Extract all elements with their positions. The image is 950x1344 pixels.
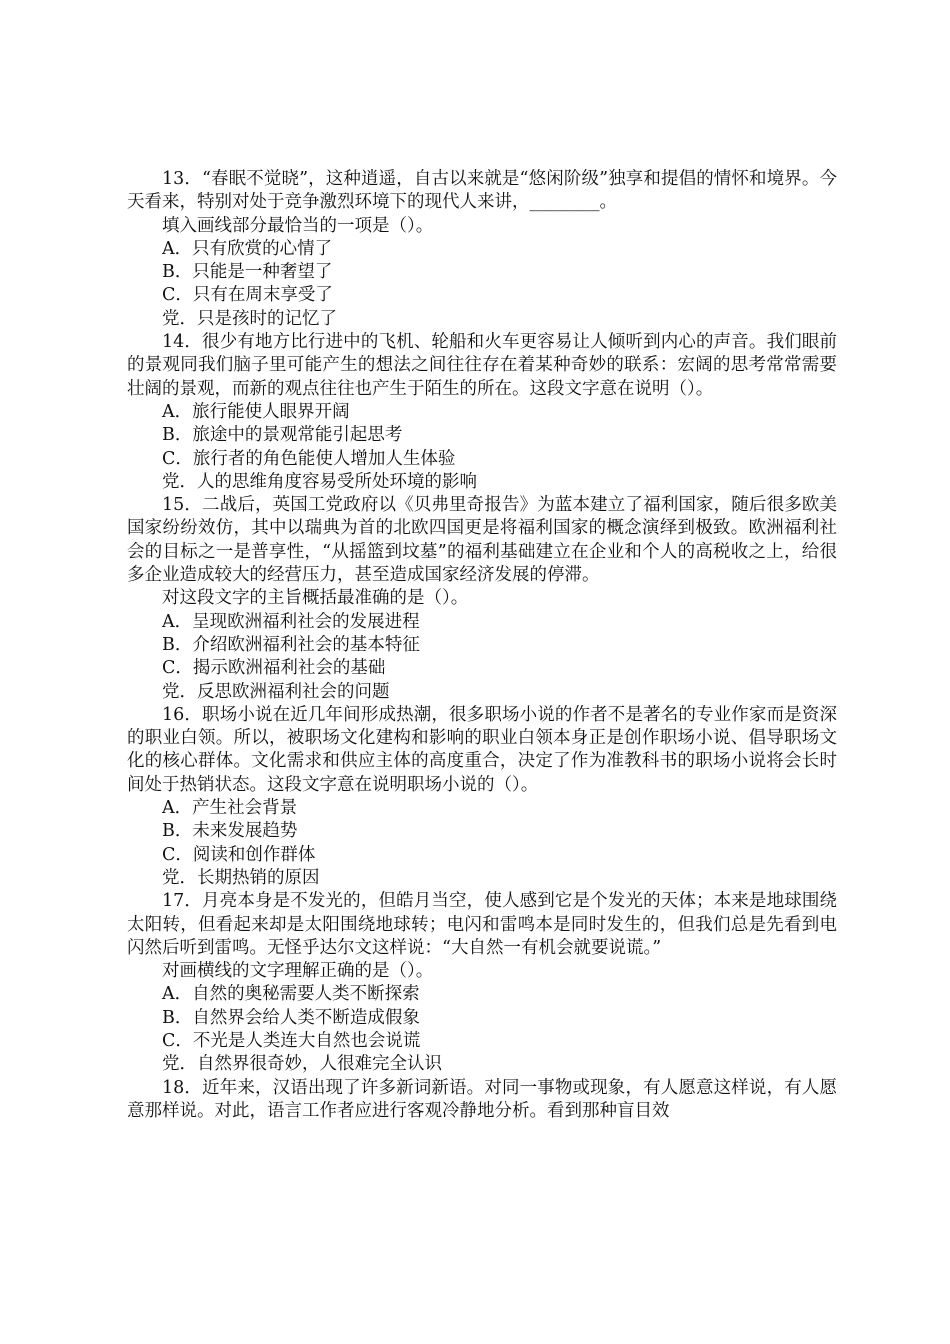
option-b: B．自然界会给人类不断造成假象 xyxy=(162,1007,420,1028)
option-d: 党．只是孩时的记忆了 xyxy=(162,308,337,329)
option-a: A．呈现欧洲福利社会的发展进程 xyxy=(162,611,420,632)
question-prompt: 对画横线的文字理解正确的是（）。 xyxy=(162,961,434,982)
question-18 xyxy=(127,1077,837,1124)
option-c: C．不光是人类连大自然也会说谎 xyxy=(162,1030,421,1051)
option-c: C．阅读和创作群体 xyxy=(162,844,316,865)
question-17 xyxy=(127,890,837,1076)
question-stem: 16．职场小说在近几年间形成热潮，很多职场小说的作者不是著名的专业作家而是资深的职业白领。所以，被职场文化建构和影响的职业白领本身正是创作职场小说、倡导职场文化的核心群体。文化需求和供应主体的高度重合，决定了作为准教科书的职场小说将会长时间处于热销状态。这段文字意在说明职场小说的（）。 xyxy=(127,704,837,795)
option-c: C．旅行者的角色能使人增加人生体验 xyxy=(162,448,456,469)
option-c: C．只有在周末享受了 xyxy=(162,285,333,306)
question-16 xyxy=(127,704,837,890)
option-c: C．揭示欧洲福利社会的基础 xyxy=(162,658,386,679)
question-15 xyxy=(127,494,837,704)
question-14 xyxy=(127,331,837,494)
option-a: A．只有欣赏的心情了 xyxy=(162,238,333,259)
option-a: A．旅行能使人眼界开阔 xyxy=(162,401,350,422)
question-13 xyxy=(127,168,837,331)
option-d: 党．反思欧洲福利社会的问题 xyxy=(162,681,390,702)
option-b: B．只能是一种奢望了 xyxy=(162,262,333,283)
option-b: B．旅途中的景观常能引起思考 xyxy=(162,425,403,446)
option-d: 党．长期热销的原因 xyxy=(162,867,320,888)
option-a: A．自然的奥秘需要人类不断探索 xyxy=(162,984,420,1005)
question-prompt: 对这段文字的主旨概括最准确的是（）。 xyxy=(162,588,469,609)
option-d: 党．自然界很奇妙，人很难完全认识 xyxy=(162,1054,442,1075)
question-stem: 18．近年来，汉语出现了许多新词新语。对同一事物或现象，有人愿意这样说，有人愿意那样说。对此，语言工作者应进行客观冷静地分析。看到那种盲目效 xyxy=(127,1077,837,1121)
option-d: 党．人的思维角度容易受所处环境的影响 xyxy=(162,471,477,492)
question-stem: 17．月亮本身是不发光的，但皓月当空，使人感到它是个发光的天体；本来是地球围绕太阳转，但看起来却是太阳围绕地球转；电闪和雷鸣本是同时发生的，但我们总是先看到电闪然后听到雷鸣。无怪乎达尔文这样说：“大自然一有机会就要说谎。” xyxy=(127,891,837,958)
question-stem: 14．很少有地方比行进中的飞机、轮船和火车更容易让人倾听到内心的声音。我们眼前的景观同我们脑子里可能产生的想法之间往往存在着某种奇妙的联系：宏阔的思考常常需要壮阔的景观，而新的观点往往也产生于陌生的所在。这段文字意在说明（）。 xyxy=(127,332,837,399)
question-prompt: 填入画线部分最恰当的一项是（）。 xyxy=(162,215,434,236)
question-stem: 15．二战后，英国工党政府以《贝弗里奇报告》为蓝本建立了福利国家，随后很多欧美国家纷纷效仿，其中以瑞典为首的北欧四国更是将福利国家的概念演绎到极致。欧洲福利社会的目标之一是普享性，“从摇篮到坟墓”的福利基础建立在企业和个人的高税收之上，给很多企业造成较大的经营压力，甚至造成国家经济发展的停滞。 xyxy=(127,495,837,586)
option-b: B．介绍欧洲福利社会的基本特征 xyxy=(162,634,420,655)
document-body xyxy=(127,168,837,1123)
question-stem: 13．“春眠不觉晓”，这种逍遥，自古以来就是“悠闲阶级”独享和提倡的情怀和境界。今天看来，特别对处于竞争激烈环境下的现代人来讲，________。 xyxy=(127,169,837,213)
option-a: A．产生社会背景 xyxy=(162,798,298,819)
option-b: B．未来发展趋势 xyxy=(162,821,298,842)
